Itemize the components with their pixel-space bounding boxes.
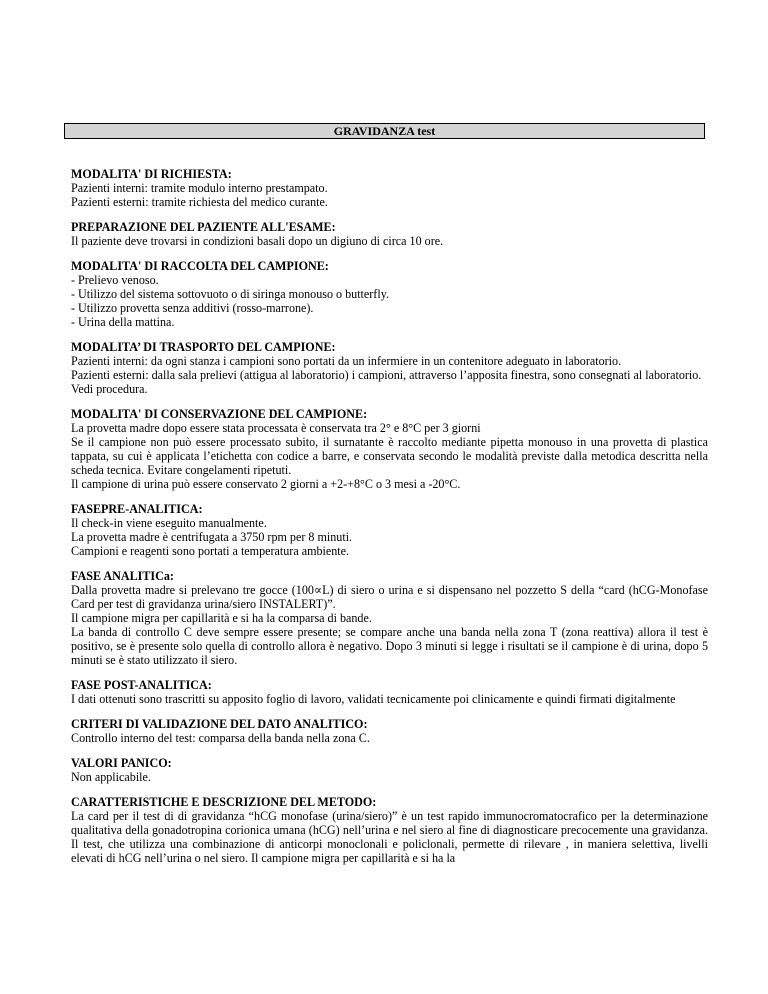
section-line: La card per il test di di gravidanza “hCG monofase (urina/siero)” è un test rapido immunocromatocrafico per la determinazione qualitativa della gonadotropina corionica umana (hCG) nell’urina e nel siero al fine di diagnosticare precocemente una gravidanza. Il test, che utilizza una combinazione di anticorpi monoclonali e policlonali, permette di rilevare , in maniera selettiva, livelli elevati di hCG nell’urina o nel siero. Il campione migra per capillarità e si ha la — [71, 809, 708, 865]
section-line: Il check-in viene eseguito manualmente. — [71, 516, 267, 530]
section-line: La banda di controllo C deve sempre essere presente; se compare anche una banda nella zona T (zona reattiva) allora il test è positivo, se è presente solo quella di controllo allora è negativo. Dopo 3 minuti si legge i risultati se il campione è di urina, dopo 5 minuti se è stato utilizzato il siero. — [71, 625, 708, 667]
document-body — [71, 167, 708, 876]
section-line: Il campione migra per capillarità e si ha la comparsa di bande. — [71, 611, 372, 625]
section-heading: MODALITA' DI CONSERVAZIONE DEL CAMPIONE: — [71, 407, 368, 421]
section-line: Campioni e reagenti sono portati a temperatura ambiente. — [71, 544, 350, 558]
section-line: Il paziente deve trovarsi in condizioni basali dopo un digiuno di circa 10 ore. — [71, 234, 444, 248]
section-line: Pazienti esterni: dalla sala prelievi (attigua al laboratorio) i campioni, attraverso l’apposita finestra, sono consegnati al laboratorio. — [71, 368, 702, 382]
section-2 — [71, 220, 708, 248]
section-3 — [71, 259, 708, 329]
section-line: - Utilizzo provetta senza additivi (rosso-marrone). — [71, 301, 314, 315]
section-line: La provetta madre dopo essere stata processata è conservata tra 2° e 8°C per 3 giorni — [71, 421, 481, 435]
section-heading: CARATTERISTICHE E DESCRIZIONE DEL METODO: — [71, 795, 377, 809]
section-1 — [71, 167, 708, 209]
section-heading: MODALITA' DI RICHIESTA: — [71, 167, 232, 181]
section-heading: FASEPRE-ANALITICA: — [71, 502, 203, 516]
section-line: Pazienti interni: da ogni stanza i campioni sono portati da un infermiere in un contenitore adeguato in laboratorio. — [71, 354, 622, 368]
section-line: La provetta madre è centrifugata a 3750 rpm per 8 minuti. — [71, 530, 353, 544]
section-line: Non applicabile. — [71, 770, 151, 784]
section-4 — [71, 340, 708, 396]
section-line: - Urina della mattina. — [71, 315, 175, 329]
section-line: Vedi procedura. — [71, 382, 148, 396]
section-line: Dalla provetta madre si prelevano tre gocce (100∝L) di siero o urina e si dispensano nel pozzetto S della “card (hCG-Monofase Card per test di gravidanza urina/siero INSTALERT)”. — [71, 583, 708, 611]
section-6 — [71, 502, 708, 558]
section-line: Se il campione non può essere processato subito, il surnatante è raccolto mediante pipetta monouso in una provetta di plastica tappata, su cui è applicata l’etichetta con codice a barre, e conservata secondo le modalità previste dalla metodica descritta nella scheda tecnica. Evitare congelamenti ripetuti. — [71, 435, 708, 477]
section-5 — [71, 407, 708, 491]
section-line: Controllo interno del test: comparsa della banda nella zona C. — [71, 731, 370, 745]
section-line: Pazienti interni: tramite modulo interno prestampato. — [71, 181, 328, 195]
document-title: GRAVIDANZA test — [64, 123, 705, 139]
section-heading: CRITERI DI VALIDAZIONE DEL DATO ANALITICO: — [71, 717, 368, 731]
section-heading: FASE POST-ANALITICA: — [71, 678, 212, 692]
section-8 — [71, 678, 708, 706]
section-heading: FASE ANALITICa: — [71, 569, 174, 583]
section-line: Pazienti esterni: tramite richiesta del medico curante. — [71, 195, 328, 209]
section-heading: MODALITA’ DI TRASPORTO DEL CAMPIONE: — [71, 340, 336, 354]
section-11 — [71, 795, 708, 865]
section-line: I dati ottenuti sono trascritti su apposito foglio di lavoro, validati tecnicamente poi clinicamente e quindi firmati digitalmente — [71, 692, 676, 706]
section-heading: MODALITA' DI RACCOLTA DEL CAMPIONE: — [71, 259, 329, 273]
section-line: Il campione di urina può essere conservato 2 giorni a +2-+8°C o 3 mesi a -20°C. — [71, 477, 461, 491]
section-line: - Prelievo venoso. — [71, 273, 159, 287]
section-10 — [71, 756, 708, 784]
section-line: - Utilizzo del sistema sottovuoto o di siringa monouso o butterfly. — [71, 287, 389, 301]
section-7 — [71, 569, 708, 667]
section-heading: VALORI PANICO: — [71, 756, 172, 770]
section-heading: PREPARAZIONE DEL PAZIENTE ALL'ESAME: — [71, 220, 336, 234]
section-9 — [71, 717, 708, 745]
